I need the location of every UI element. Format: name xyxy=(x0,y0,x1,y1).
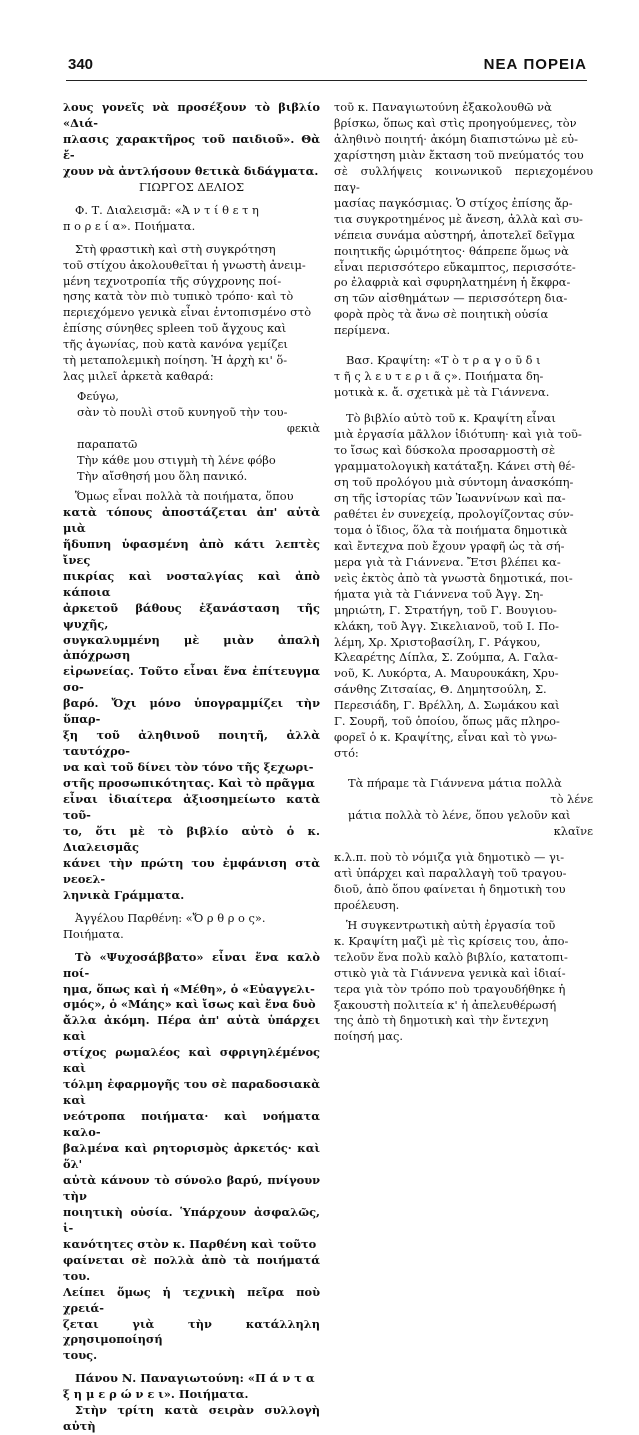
text-line: Στὴ φραστικὴ καὶ στὴ συγκρότηση xyxy=(75,241,276,256)
verse-line: Τὴν κάθε μου στιγμὴ τὴ λένε φόβο xyxy=(77,453,276,468)
text-line: τοῦ στίχου ἀκολουθεῖται ἡ γνωστὴ ἀνειμ- xyxy=(63,257,306,272)
verse-line: Τὰ πήραμε τὰ Γιάννενα μάτια πολλὰ xyxy=(348,776,562,791)
text-line: το ἴσως καὶ δύσκολα προσαρμοστὴ σὲ xyxy=(334,443,556,458)
text-line: χουν νὰ ἀντλήσουν θετικὰ διδάγματα. xyxy=(63,163,319,178)
text-line: Λείπει ὅμως ἡ τεχνικὴ πεῖρα ποὺ χρειά- xyxy=(63,1284,320,1315)
review-heading: τ ῆ ς λ ε υ τ ε ρ ι ᾶ ς». Ποιήματα δη- xyxy=(334,369,544,384)
review-heading: Βασ. Κραψίτη: «Τ ὸ τ ρ α γ ο ῦ δ ι xyxy=(346,353,541,368)
text-line: μηριώτη, Γ. Στρατήγη, τοῦ Γ. Βουγιου- xyxy=(334,602,557,617)
text-line: πλασις χαρακτῆρος τοῦ παιδιοῦ». Θὰ ἔ- xyxy=(63,131,320,162)
verse-line: Φεύγω, xyxy=(77,389,119,404)
review-heading: μοτικὰ κ. ἄ. σχετικὰ μὲ τὰ Γιάννενα. xyxy=(334,385,550,400)
text-line: εἰρωνείας. Τοῦτο εἶναι ἕνα ἐπίτευγμα σο- xyxy=(63,664,320,695)
text-line: τῆς ἀγωνίας, ποὺ κατὰ κανόνα γεμίζει xyxy=(63,337,288,352)
text-line: ἐπίσης σύνηθες spleen τοῦ ἄγχους καὶ xyxy=(63,321,287,336)
right-column xyxy=(334,100,593,1045)
text-line: ληνικὰ Γράμματα. xyxy=(63,887,185,902)
left-column xyxy=(63,100,320,1435)
text-line: φορὰ πρὸς τὰ ἄνω σὲ ποιητικὴ οὐσία xyxy=(334,307,549,322)
text-line: μασίας παγκόσμιας. Ὁ στίχος ἐπίσης ἄρ- xyxy=(334,195,573,210)
text-line: ραθέτει ἐν συνεχείᾳ, προλογίζοντας σύν- xyxy=(334,506,574,521)
text-line: κ.λ.π. ποὺ τὸ νόμιζα γιὰ δημοτικὸ — γι- xyxy=(334,849,565,864)
text-line: ἥδυπνη ὑφασμένη ἀπὸ κάτι λεπτὲς ἴνες xyxy=(63,536,320,567)
text-line: ἀρκετοῦ βάθους ἐξανάσταση τῆς ψυχῆς, xyxy=(63,600,320,631)
text-line: στό: xyxy=(334,746,359,761)
text-line: νεὶς ἐκτὸς ἀπὸ τὰ γνωστὰ δημοτικά, ποι- xyxy=(334,570,573,585)
text-line: ποιητικῆς ὡριμότητος· θάπρεπε ὅμως νὰ xyxy=(334,243,569,258)
text-line: βαρό. Ὄχι μόνο ὑπογραμμίζει τὴν ὕπαρ- xyxy=(63,696,320,727)
text-line: ξη τοῦ ἀληθινοῦ ποιητῆ, ἀλλὰ ταυτόχρο- xyxy=(63,728,320,759)
text-line: νοῦ, Κ. Λυκόρτα, Α. Μαυρουκάκη, Χρυ- xyxy=(334,666,559,681)
page-number: 340 xyxy=(68,56,94,73)
verse-line: σὰν τὸ πουλὶ στοῦ κυνηγοῦ τὴν του- xyxy=(77,405,288,420)
text-line: τοῦ κ. Παναγιωτούνη ἐξακολουθῶ νὰ xyxy=(334,100,552,114)
magazine-title: ΝΕΑ ΠΟΡΕΙΑ xyxy=(483,56,587,73)
text-line: ατὶ ὑπάρχει καὶ παραλλαγὴ τοῦ τραγου- xyxy=(334,865,567,880)
text-line: τια συγκροτημένος μὲ ἄνεση, ἀλλὰ καὶ συ- xyxy=(334,211,583,226)
text-line: φορεῖ ὁ κ. Κραψίτης, εἶναι καὶ τὸ γνω- xyxy=(334,730,558,745)
text-line: Ἡ συγκεντρωτικὴ αὐτὴ ἐργασία τοῦ xyxy=(346,917,556,932)
text-line: ἄλλα ἀκόμη. Πέρα ἀπ' αὐτὰ ὑπάρχει καὶ xyxy=(63,1013,320,1044)
text-line: νέπεια συνάμα αὐστηρή, ἀποτελεῖ δεῖγμα xyxy=(334,227,575,242)
text-line: βρίσκω, ὅπως καὶ στὶς προηγούμενες, τὸν xyxy=(334,115,577,130)
text-line: βαλμένα καὶ ρητορισμὸς ἀρκετός· καὶ ὅλ' xyxy=(63,1141,320,1171)
text-line: λας μιλεῖ ἀρκετὰ καθαρά: xyxy=(63,369,214,384)
text-line: ση τῶν αἰσθημάτων — περισσότερη δια- xyxy=(334,291,568,306)
verse-line: Τὴν αἴσθησή μου ὅλη πανικό. xyxy=(77,468,248,483)
review-heading: π ο ρ ε ί α». Ποιήματα. xyxy=(63,218,196,233)
text-line: να καὶ τοῦ δίνει τὸν τόνο τῆς ξεχωρι- xyxy=(63,760,314,775)
text-line: κατὰ τόπους ἀποστάζεται ἀπ' αὐτὰ μιὰ xyxy=(63,504,320,535)
text-line: πικρίας καὶ νοσταλγίας καὶ ἀπὸ κάποια xyxy=(63,568,320,599)
text-line: στίχος ρωμαλέος καὶ σφριγηλέμένος καὶ xyxy=(63,1045,320,1076)
verse-line: φεκιὰ xyxy=(286,421,320,436)
text-line: ήματα γιὰ τὰ Γιάννενα τοῦ Ἀγγ. Ση- xyxy=(334,586,544,601)
text-line: συγκαλυμμένη μὲ μιὰν ἀπαλὴ ἀπόχρωση xyxy=(63,632,320,663)
text-line: κάνει τὴν πρώτη του ἐμφάνιση στὰ νεοελ- xyxy=(63,855,320,886)
verse-line: μάτια πολλὰ τὸ λένε, ὅπου γελοῦν καὶ xyxy=(348,808,571,823)
text-line: τὴ μεταπολεμικὴ ποίηση. Ἡ ἀρχὴ κι' ὅ- xyxy=(63,353,288,368)
text-line: λους γονεῖς νὰ προσέξουν τὸ βιβλίο «Διά- xyxy=(63,100,320,130)
text-line: τελοῦν ἕνα πολὺ καλὸ βιβλίο, κατατοπι- xyxy=(334,949,568,964)
text-line: τόλμη ἐφαρμογῆς του σὲ παραδοσιακὰ καὶ xyxy=(63,1077,320,1108)
text-line: ησης κατὰ τὸν πιὸ τυπικὸ τρόπο· καὶ τὸ xyxy=(63,289,294,304)
review-heading: ξ η μ ε ρ ώ ν ε ι». Ποιήματα. xyxy=(63,1387,249,1402)
text-line: νεότροπα ποιήματα· καὶ νοήματα καλο- xyxy=(63,1109,320,1140)
text-line: Γ. Σουρῆ, τοῦ ὁποίου, ὅπως μᾶς πληρο- xyxy=(334,714,560,729)
text-line: το, ὅτι μὲ τὸ βιβλίο αὐτὸ ὁ κ. Διαλεισμᾶς xyxy=(63,823,320,854)
text-line: Ὅμως εἶναι πολλὰ τὰ ποιήματα, ὅπου xyxy=(75,488,294,503)
text-line: στῆς προσωπικότητας. Καὶ τὸ πρᾶγμα xyxy=(63,776,315,791)
poem-excerpt xyxy=(63,389,320,485)
text-line: κανότητες στὸν κ. Παρθένη καὶ τοῦτο xyxy=(63,1236,317,1251)
text-line: ἀληθινὸ ποιητή· ἀκόμη διαπιστώνω μὲ εὐ- xyxy=(334,131,578,146)
text-line: ποιητικὴ οὐσία. Ὑπάρχουν ἀσφαλῶς, ἱ- xyxy=(63,1204,320,1235)
text-line: ξακουστὴ πολιτεία κ' ἡ ἀπελευθέρωσή xyxy=(334,997,557,1012)
text-line: σὲ συλλήψεις κοινωνικοῦ περιεχομένου παγ- xyxy=(334,163,593,194)
verse-line: τὸ λένε xyxy=(550,792,593,807)
text-line: κ. Κραψίτη μαζὶ μὲ τὶς κρίσεις του, ἀπο- xyxy=(334,933,569,948)
review-heading: Ἀγγέλου Παρθένη: «Ὄ ρ θ ρ ο ς». xyxy=(75,910,266,925)
text-line: ση τῆς ἱστορίας τῶν Ἰωαννίνων καὶ πα- xyxy=(334,490,566,505)
text-line: αὐτὰ κάνουν τὸ σύνολο βαρύ, πνίγουν τὴν xyxy=(63,1172,320,1203)
text-line: Περεσιάδη, Γ. Βρέλλη, Δ. Σωμάκου καὶ xyxy=(334,698,560,713)
verse-line: κλαῖνε xyxy=(553,823,593,838)
review-heading: Φ. Τ. Διαλεισμᾶ: «Ἀ ν τ ί θ ε τ η xyxy=(75,202,259,217)
text-line: μιὰ ἐργασία μᾶλλον ἰδιότυπη· καὶ γιὰ τοῦ- xyxy=(334,427,582,442)
text-line: ποίησή μας. xyxy=(334,1029,403,1044)
text-line: κλάκη, τοῦ Ἀγγ. Σικελιανοῦ, τοῦ Ι. Πο- xyxy=(334,618,559,633)
review-heading: Ποιήματα. xyxy=(63,926,124,941)
text-line: διοῦ, ἀπὸ ὅπου φαίνεται ἡ δημοτικὴ του xyxy=(334,881,566,896)
review-heading: Πάνου Ν. Παναγιωτούνη: «Π ά ν τ α xyxy=(75,1371,315,1386)
text-line: μερα γιὰ τὰ Γιάννενα. Ἔτσι βλέπει κα- xyxy=(334,554,561,569)
text-line: Τὸ βιβλίο αὐτὸ τοῦ κ. Κραψίτη εἶναι xyxy=(346,411,556,426)
text-line: εἶναι περισσότερο εὔκαμπτος, περισσότε- xyxy=(334,259,576,274)
verse-line: παραπατῶ xyxy=(77,437,138,452)
text-line: τερα γιὰ τὸν τρόπο ποὺ τραγουδήθηκε ἡ xyxy=(334,981,566,996)
text-line: σμός», ὁ «Μάης» καὶ ἴσως καὶ ἕνα δυὸ xyxy=(63,997,316,1012)
text-line: στικὸ γιὰ τὰ Γιάννενα γενικὰ καὶ ἰδιαί- xyxy=(334,965,566,980)
text-line: λέμη, Χρ. Χριστοβασίλη, Γ. Ράγκου, xyxy=(334,634,541,649)
text-line: χαρίστηση μιὰν ἔκταση τοῦ πνεύματός του xyxy=(334,147,584,162)
text-line: ση τοῦ προλόγου μιὰ σύντομη ἀνασκόπη- xyxy=(334,474,574,489)
poem-excerpt xyxy=(334,776,593,840)
text-line: Στὴν τρίτη κατὰ σειρὰν συλλογὴ αὐτὴ xyxy=(63,1403,320,1434)
text-line: εἶναι ἰδιαίτερα ἀξιοσημείωτο κατὰ τοῦ- xyxy=(63,792,320,822)
header-rule xyxy=(66,80,587,81)
reviewer-signature: ΓΙΩΡΓΟΣ ΔΕΛΙΟΣ xyxy=(138,179,245,194)
text-line: ημα, ὅπως καὶ ἡ «Μέθη», ὁ «Εὐαγγελι- xyxy=(63,981,315,996)
text-line: φαίνεται σὲ πολλὰ ἀπὸ τὰ ποιήματά του. xyxy=(63,1252,320,1283)
text-line: περιεχόμενο γενικὰ εἶναι ἐντοπισμένο στὸ xyxy=(63,305,312,320)
text-line: τομα ὁ ἴδιος, ὅλα τὰ ποιήματα δημοτικὰ xyxy=(334,522,568,537)
text-line: τους. xyxy=(63,1348,98,1363)
text-line: ζεται γιὰ τὴν κατάλληλη χρησιμοποίησή xyxy=(63,1316,320,1347)
text-line: σάνθης Ζιτσαίας, Θ. Δημητσούλη, Σ. xyxy=(334,682,547,697)
text-line: ρο ἐλαφριὰ καὶ σφυρηλατημένη ἡ ἔκφρα- xyxy=(334,275,571,290)
text-line: της ἀπὸ τὴ δημοτικὴ καὶ τὴν ἔντεχνη xyxy=(334,1013,549,1028)
text-line: περίμενα. xyxy=(334,323,391,338)
text-line: γραμματολογικὴ κατάταξη. Κάνει στὴ θέ- xyxy=(334,459,576,474)
text-line: Τὸ «Ψυχοσάββατο» εἶναι ἕνα καλὸ ποί- xyxy=(63,949,320,980)
text-line: Κλεαρέτης Δίπλα, Σ. Ζούμπα, Α. Γαλα- xyxy=(334,650,559,665)
text-line: καὶ ἔντεχνα ποὺ ἔχουν γραφῆ ὡς τὰ σή- xyxy=(334,538,565,553)
text-line: μένη τεχνοτροπία τῆς σύγχρονης ποί- xyxy=(63,273,282,288)
text-line: προέλευση. xyxy=(334,897,400,912)
